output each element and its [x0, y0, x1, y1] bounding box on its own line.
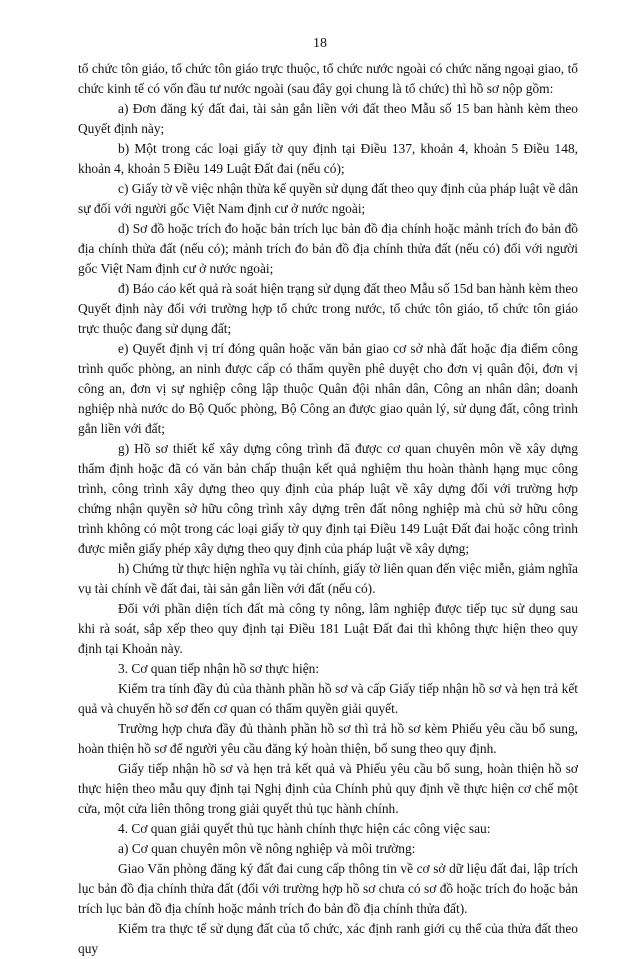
paragraph-exception: Đối với phần diện tích đất mà công ty nông, lâm nghiệp được tiếp tục sử dụng sau khi rà soát, sắp xếp theo quy định tại Điều 181 Luật Đất đai thì không thực hiện theo quy định tại Khoản này.	[78, 601, 578, 656]
paragraph: Giấy tiếp nhận hồ sơ và hẹn trả kết quả và Phiếu yêu cầu bổ sung, hoàn thiện hồ sơ thực hiện theo mẫu quy định tại Nghị định của Chính phủ quy định về thực hiện cơ chế một cửa, một cửa liên thông trong giải quyết thủ tục hành chính.	[78, 761, 578, 816]
paragraph-item-e: e) Quyết định vị trí đóng quân hoặc văn bản giao cơ sở nhà đất hoặc địa điểm công trình quốc phòng, an ninh được cấp có thẩm quyền phê duyệt cho đơn vị quân đội, đơn vị công an, đơn vị sự nghiệp công lập thuộc Quân đội nhân dân, Công an nhân dân; doanh nghiệp nhà nước do Bộ Quốc phòng, Bộ Công an được giao quản lý, sử dụng đất, công trình gắn liền với đất;	[78, 341, 578, 436]
paragraph-item-a: a) Cơ quan chuyên môn về nông nghiệp và môi trường:	[118, 841, 416, 856]
document-body	[78, 59, 578, 959]
paragraph-item-b: b) Một trong các loại giấy tờ quy định tại Điều 137, khoản 4, khoản 5 Điều 148, khoản 4, khoản 5 Điều 149 Luật Đất đai (nếu có);	[78, 141, 578, 176]
paragraph-item-h: h) Chứng từ thực hiện nghĩa vụ tài chính, giấy tờ liên quan đến việc miễn, giảm nghĩa vụ tài chính về đất đai, tài sản gắn liền với đất (nếu có).	[78, 561, 578, 596]
paragraph: Trường hợp chưa đầy đủ thành phần hồ sơ thì trả hồ sơ kèm Phiếu yêu cầu bổ sung, hoàn thiện hồ sơ để người yêu cầu đăng ký hoàn thiện, bổ sung theo quy định.	[78, 721, 578, 756]
section-heading-3: 3. Cơ quan tiếp nhận hồ sơ thực hiện:	[118, 661, 320, 676]
paragraph-item-a: a) Đơn đăng ký đất đai, tài sản gắn liền với đất theo Mẫu số 15 ban hành kèm theo Quyết định này;	[78, 101, 578, 136]
paragraph-item-c: c) Giấy tờ về việc nhận thừa kế quyền sử dụng đất theo quy định của pháp luật về dân sự đối với người gốc Việt Nam định cư ở nước ngoài;	[78, 181, 579, 216]
paragraph: Kiểm tra tính đầy đủ của thành phần hồ sơ và cấp Giấy tiếp nhận hồ sơ và hẹn trả kết quả và chuyển hồ sơ đến cơ quan có thẩm quyền giải quyết.	[78, 681, 578, 716]
paragraph-item-dd: đ) Báo cáo kết quả rà soát hiện trạng sử dụng đất theo Mẫu số 15d ban hành kèm theo Quyết định này đối với trường hợp tổ chức trong nước, tổ chức tôn giáo, tổ chức tôn giáo trực thuộc đang sử dụng đất;	[78, 281, 578, 336]
paragraph: Giao Văn phòng đăng ký đất đai cung cấp thông tin về cơ sở dữ liệu đất đai, lập trích lục bản đồ địa chính thửa đất (đối với trường hợp hồ sơ chưa có sơ đồ hoặc trích đo hoặc bản trích lục bản đồ địa chính hoặc mảnh trích đo bản đồ địa chính thửa đất).	[78, 861, 578, 916]
paragraph-item-d: d) Sơ đồ hoặc trích đo hoặc bản trích lục bản đồ địa chính hoặc mảnh trích đo bản đồ địa chính thửa đất (nếu có); mảnh trích đo bản đồ địa chính thửa đất (nếu có) đối với người gốc Việt Nam định cư ở nước ngoài;	[78, 221, 578, 276]
page-number: 18	[313, 36, 327, 51]
paragraph: Kiểm tra thực tế sử dụng đất của tổ chức, xác định ranh giới cụ thể của thửa đất theo quy	[78, 921, 578, 956]
paragraph-continuation: tổ chức tôn giáo, tổ chức tôn giáo trực thuộc, tổ chức nước ngoài có chức năng ngoại giao, tổ chức kinh tế có vốn đầu tư nước ngoài (sau đây gọi chung là tổ chức) thì hồ sơ nộp gồm:	[78, 61, 578, 96]
section-heading-4: 4. Cơ quan giải quyết thủ tục hành chính thực hiện các công việc sau:	[118, 821, 491, 836]
paragraph-item-g: g) Hồ sơ thiết kế xây dựng công trình đã được cơ quan chuyên môn về xây dựng thẩm định hoặc đã có văn bản chấp thuận kết quả nghiệm thu hoàn thành hạng mục công trình, công trình xây dựng theo quy định của pháp luật về xây dựng đối với trường hợp chứng nhận quyền sở hữu công trình xây dựng trên đất nông nghiệp mà chủ sở hữu công trình không có một trong các loại giấy tờ quy định tại Điều 149 Luật Đất đai hoặc công trình được miễn giấy phép xây dựng theo quy định của pháp luật về xây dựng;	[78, 441, 578, 556]
